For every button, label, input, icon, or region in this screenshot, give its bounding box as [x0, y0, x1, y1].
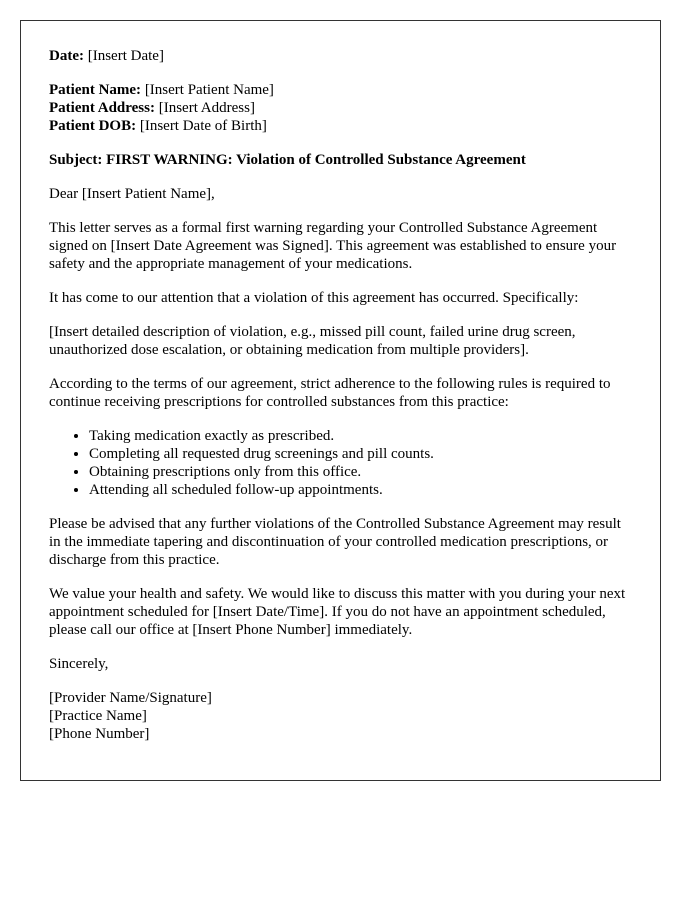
valediction: Sincerely,: [49, 656, 109, 672]
patient-address-line: [49, 99, 632, 117]
subject: Subject: FIRST WARNING: Violation of Controlled Substance Agreement: [49, 152, 526, 168]
patient-name-line: [49, 81, 632, 99]
paragraph-terms: According to the terms of our agreement, strict adherence to the following rules is required to continue receiving prescriptions for controlled substances from this practice:: [49, 376, 611, 410]
patient-info: [49, 81, 632, 135]
patient-address-value: [Insert Address]: [154, 100, 255, 116]
phone-number: [Phone Number]: [49, 726, 150, 742]
rule-item: • Taking medication exactly as prescribed.: [89, 427, 632, 445]
patient-address-label: Patient Address:: [49, 100, 155, 116]
paragraph-intro: This letter serves as a formal first warning regarding your Controlled Substance Agreement signed on [Insert Date Agreement was Signed]. This agreement was established to ensure your safety and the appropriate management of your medications.: [49, 220, 617, 272]
patient-name-value: [Insert Patient Name]: [141, 82, 274, 98]
rule-item: • Completing all requested drug screenings and pill counts.: [89, 445, 632, 463]
date-label: Date:: [49, 48, 84, 64]
date-value: [Insert Date]: [83, 48, 164, 64]
patient-name-label: Patient Name:: [49, 82, 142, 98]
patient-dob-value: [Insert Date of Birth]: [136, 118, 267, 134]
signature-block: [49, 689, 632, 743]
salutation: Dear [Insert Patient Name],: [49, 186, 215, 202]
provider-name: [Provider Name/Signature]: [49, 690, 212, 706]
letter: [20, 20, 661, 781]
rule-item: • Obtaining prescriptions only from this office.: [89, 463, 632, 481]
rules-list: [49, 427, 632, 499]
paragraph-violation-detail: [Insert detailed description of violation, e.g., missed pill count, failed urine drug screen, unauthorized dose escalation, or obtaining medication from multiple providers].: [49, 324, 576, 358]
paragraph-violation-notice: It has come to our attention that a violation of this agreement has occurred. Specifically:: [49, 290, 579, 306]
practice-name: [Practice Name]: [49, 708, 147, 724]
paragraph-followup: We value your health and safety. We would like to discuss this matter with you during your next appointment scheduled for [Insert Date/Time]. If you do not have an appointment scheduled, please call our office at [Insert Phone Number] immediately.: [49, 586, 626, 638]
rule-item: • Attending all scheduled follow-up appointments.: [89, 481, 632, 499]
patient-dob-line: [49, 117, 632, 135]
date-line: [49, 47, 632, 65]
patient-dob-label: Patient DOB:: [49, 118, 137, 134]
paragraph-consequences: Please be advised that any further violations of the Controlled Substance Agreement may result in the immediate tapering and discontinuation of your controlled medication prescriptions, or discharge from this practice.: [49, 516, 621, 568]
subject-line: [49, 151, 632, 169]
